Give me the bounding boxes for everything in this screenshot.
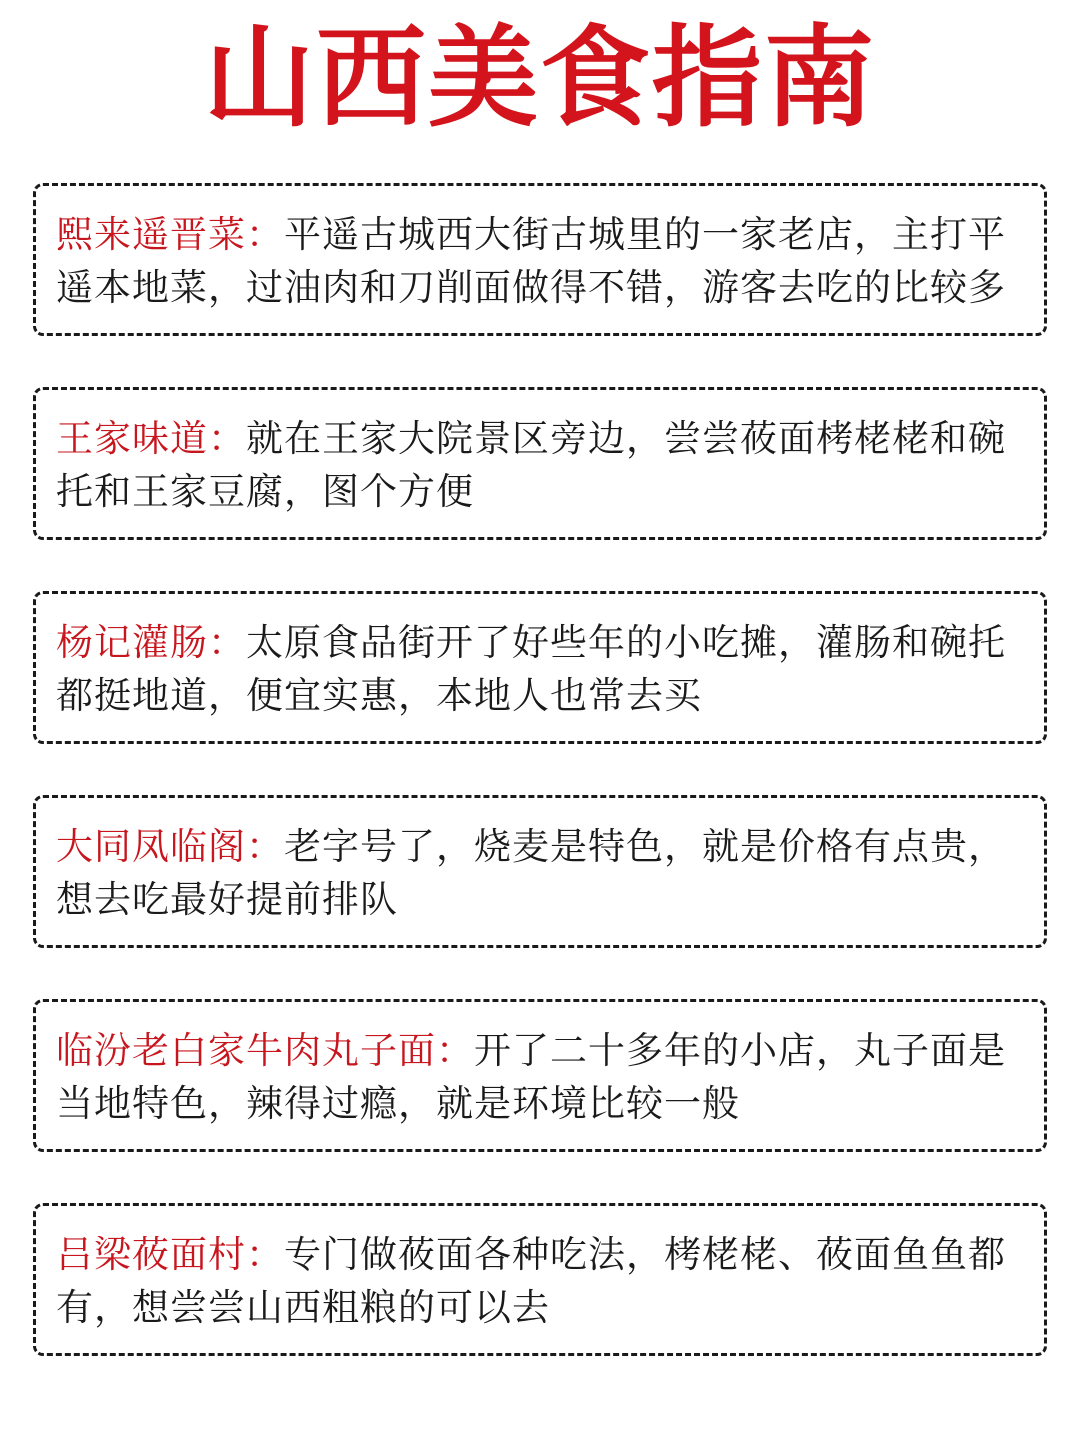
restaurant-detail: 老字号了，烧麦是特色，就是价格有点贵，想去吃最好提前排队 xyxy=(56,825,1006,921)
restaurant-description xyxy=(56,1024,1026,1130)
restaurant-detail: 平遥古城西大街古城里的一家老店，主打平遥本地菜，过油肉和刀削面做得不错，游客去吃的比较多 xyxy=(56,213,1006,309)
restaurant-name: 吕梁莜面村： xyxy=(56,1233,284,1276)
restaurant-card-2 xyxy=(33,387,1047,540)
restaurant-card-3 xyxy=(33,591,1047,744)
page-title: 山西美食指南 xyxy=(204,14,876,142)
restaurant-description xyxy=(56,208,1026,314)
restaurant-description xyxy=(56,616,1026,722)
restaurant-detail: 就在王家大院景区旁边，尝尝莜面栲栳栳和碗托和王家豆腐，图个方便 xyxy=(56,417,1006,513)
restaurant-card-5 xyxy=(33,999,1047,1152)
restaurant-name: 大同凤临阁： xyxy=(56,825,284,868)
restaurant-name: 临汾老白家牛肉丸子面： xyxy=(56,1029,474,1072)
restaurant-card-1 xyxy=(33,183,1047,336)
restaurant-list xyxy=(33,183,1047,1407)
restaurant-card-6 xyxy=(33,1203,1047,1356)
restaurant-description xyxy=(56,820,1026,926)
restaurant-name: 杨记灌肠： xyxy=(56,621,246,664)
restaurant-name: 王家味道： xyxy=(56,417,246,460)
restaurant-description xyxy=(56,412,1026,518)
restaurant-card-4 xyxy=(33,795,1047,948)
restaurant-description xyxy=(56,1228,1026,1334)
restaurant-name: 熙来遥晋菜： xyxy=(56,213,284,256)
restaurant-detail: 太原食品街开了好些年的小吃摊，灌肠和碗托都挺地道，便宜实惠，本地人也常去买 xyxy=(56,621,1006,717)
restaurant-detail: 开了二十多年的小店，丸子面是当地特色，辣得过瘾，就是环境比较一般 xyxy=(56,1029,1006,1125)
restaurant-detail: 专门做莜面各种吃法，栲栳栳、莜面鱼鱼都有，想尝尝山西粗粮的可以去 xyxy=(56,1233,1006,1329)
